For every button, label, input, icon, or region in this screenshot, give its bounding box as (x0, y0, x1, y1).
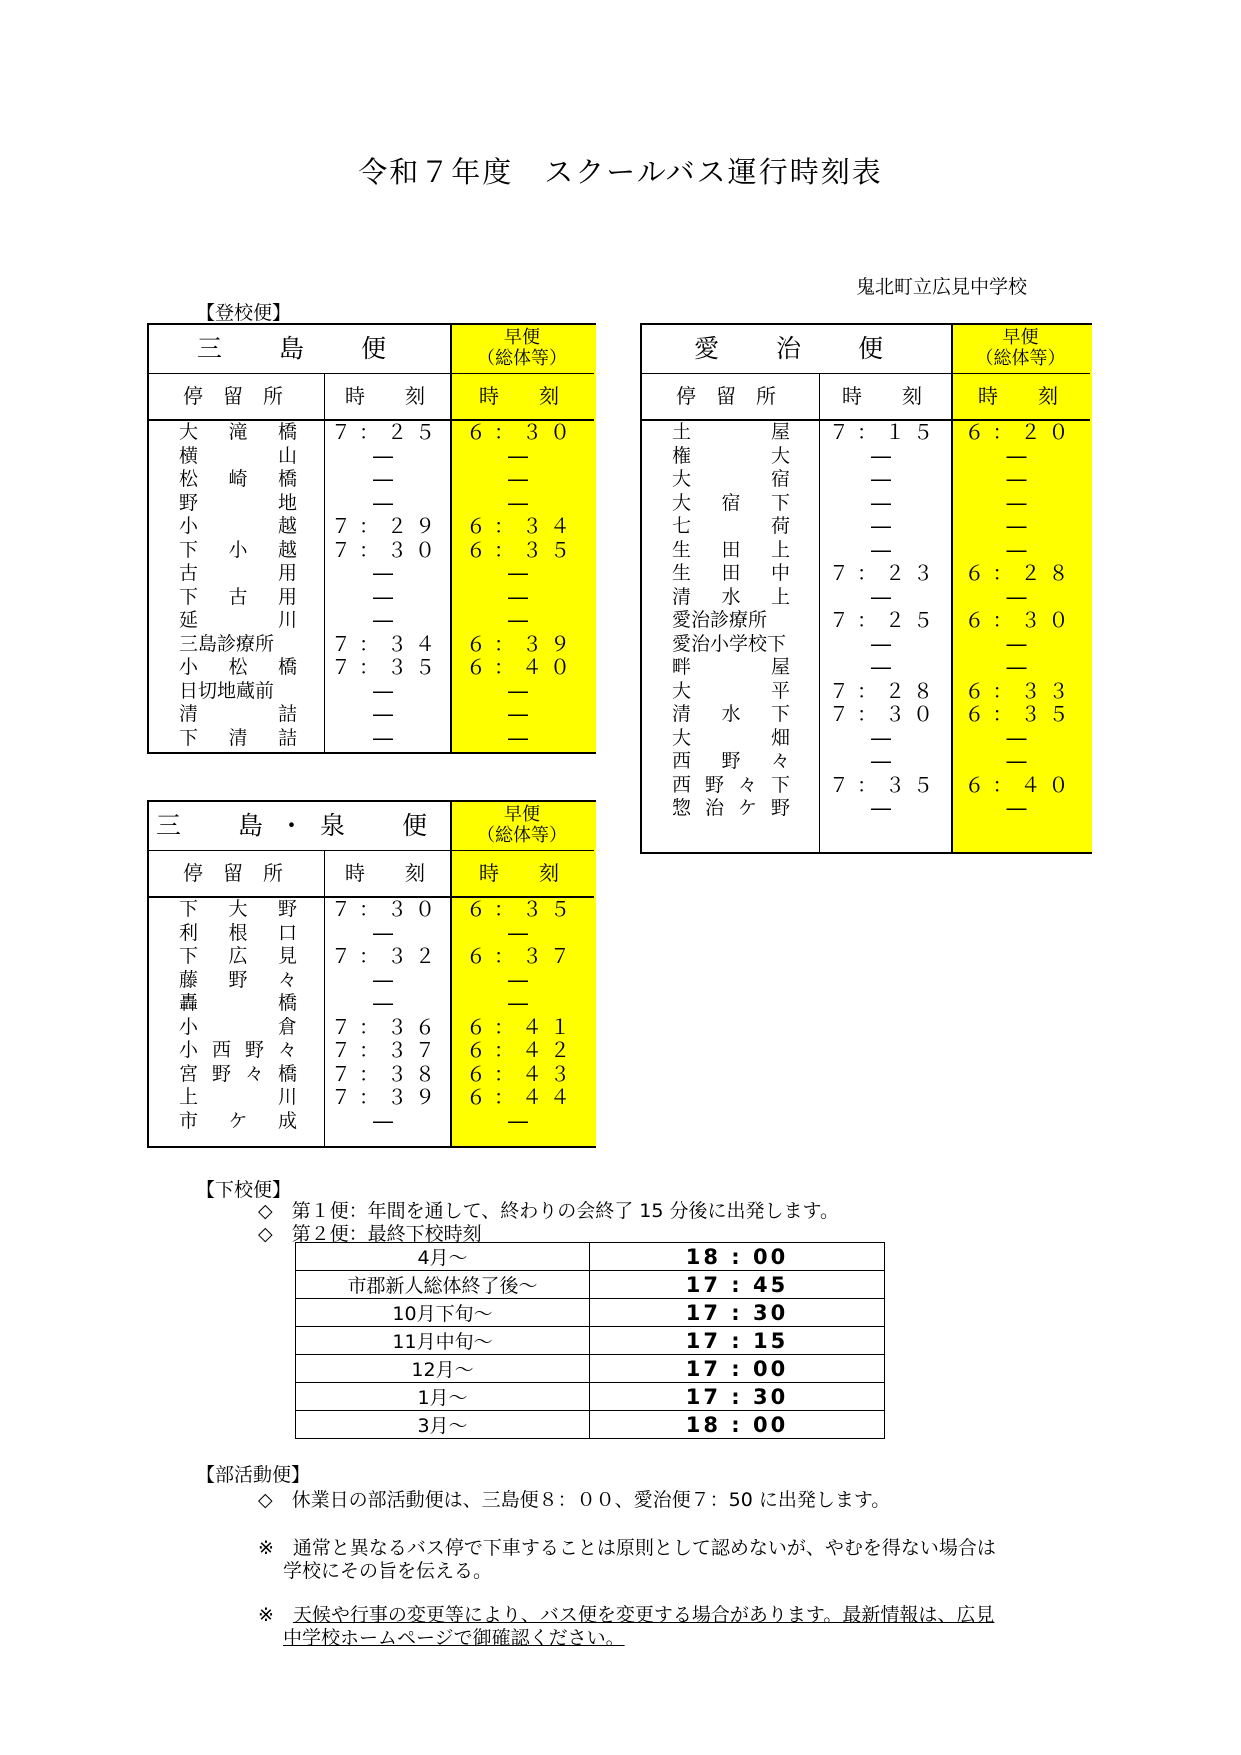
early-departure-time: ― (1006, 749, 1035, 773)
stop-row (149, 656, 594, 680)
departure-time: ― (871, 631, 899, 656)
mishima-izumi-rows (149, 898, 594, 1133)
early-header: 早便 （総体等） (477, 327, 567, 369)
stop-name: 轟 橋 (179, 992, 297, 1014)
bukatsu-line-1: ◇ 休業日の部活動便は、三島便８：００、愛治便７：50 に出発します。 (258, 1489, 891, 1511)
stop-name: 下 小 越 (179, 538, 297, 561)
early-departure-time: ― (508, 584, 536, 609)
early-departure-time: ６：４３ (466, 1061, 578, 1086)
stop-row (149, 562, 594, 586)
departure-time: ７：２５ (829, 608, 941, 632)
departure-row (296, 1355, 885, 1383)
stop-row (642, 633, 1090, 657)
time-cell: 18 : 00 (590, 1411, 885, 1439)
departure-time: ― (871, 749, 899, 773)
departure-time: ７：３２ (331, 944, 443, 968)
stop-name: 清 水 上 (672, 585, 790, 608)
early-departure-time: ― (1006, 443, 1035, 468)
departure-time: ７：３０ (331, 897, 443, 921)
school-name: 鬼北町立広見中学校 (856, 276, 1028, 298)
early-departure-time: ― (508, 725, 536, 750)
gekou-line-2: ◇ 第２便：最終下校時刻 (258, 1223, 482, 1245)
early-departure-time: ― (508, 991, 536, 1015)
route-name: 愛 治 便 (693, 334, 899, 363)
stop-row (149, 680, 594, 704)
time-cell: 17 : 30 (590, 1383, 885, 1411)
stop-row (149, 1016, 594, 1040)
stop-name: 畔 屋 (672, 656, 790, 678)
early-header: 早便 （総体等） (975, 327, 1066, 369)
early-departure-time: ６：３９ (466, 631, 578, 656)
stop-name: 延 川 (179, 609, 297, 631)
early-departure-time: ― (1006, 725, 1035, 750)
early-departure-time: ― (508, 490, 536, 515)
stop-name: 小 倉 (179, 1015, 297, 1038)
departure-time: ７：３０ (331, 537, 443, 562)
departure-time: ― (373, 561, 401, 585)
mishima-rows (149, 421, 594, 750)
departure-time: ― (373, 584, 401, 609)
stop-row (149, 539, 594, 563)
stop-row (149, 515, 594, 539)
early-departure-time: ― (508, 608, 536, 632)
stop-name: 清 詰 (179, 703, 297, 725)
early-departure-time: ― (1006, 631, 1035, 656)
departure-time: ― (871, 514, 899, 538)
stop-name: 七 荷 (672, 515, 790, 537)
stop-name: 市 ケ 成 (179, 1109, 297, 1132)
early-header: 早便 （総体等） (477, 804, 567, 846)
early-departure-time: ６：３０ (466, 420, 578, 444)
stop-name: 西 野 々 下 (672, 773, 790, 796)
departure-time: ― (373, 608, 401, 632)
early-departure-time: ６：４２ (466, 1038, 578, 1062)
stop-row (642, 656, 1090, 680)
departure-time: ― (373, 678, 401, 703)
stop-name: 愛治診療所 (672, 609, 768, 631)
early-departure-time: ― (508, 920, 536, 945)
departure-row (296, 1271, 885, 1299)
early-departure-time: ― (508, 467, 536, 491)
stop-name: 小 松 橋 (179, 656, 297, 678)
departure-time: ７：３５ (331, 655, 443, 679)
departure-time: ― (373, 467, 401, 491)
stop-row (149, 421, 594, 445)
stop-name: 小 越 (179, 515, 297, 537)
departure-row (296, 1327, 885, 1355)
early-departure-time: ― (1006, 796, 1035, 820)
stop-name: 下 清 詰 (179, 726, 297, 749)
period-cell: 1月～ (296, 1383, 590, 1411)
early-departure-time: ６：４１ (466, 1014, 578, 1039)
time-cell: 17 : 30 (590, 1299, 885, 1327)
early-departure-time: ― (1006, 584, 1035, 609)
early-departure-time: ６：４０ (466, 655, 578, 679)
stop-row (642, 703, 1090, 727)
departure-time: ― (871, 467, 899, 491)
stop-name: 宮 野 々 橋 (179, 1062, 297, 1085)
stop-name: 下 大 野 (179, 898, 297, 920)
stop-row (642, 421, 1090, 445)
early-time-column-header: 時 刻 (978, 384, 1058, 408)
stop-name: 大 宿 下 (672, 491, 790, 514)
departure-time: ― (373, 991, 401, 1015)
departure-time: ７：３４ (331, 631, 443, 656)
stop-name: 横 山 (179, 444, 297, 467)
departure-time: ― (373, 490, 401, 515)
mishima-route-table (147, 323, 596, 754)
time-column-header: 時 刻 (345, 384, 425, 408)
aiji-route-table (640, 323, 1092, 854)
stop-row (642, 797, 1090, 821)
stop-name: 下 広 見 (179, 945, 297, 967)
stop-name: 西 野 々 (672, 750, 790, 772)
stop-name: 利 根 口 (179, 921, 297, 944)
early-departure-time: ６：３５ (466, 537, 578, 562)
early-time-column-header: 時 刻 (479, 384, 559, 408)
departure-time: ― (871, 490, 899, 515)
stop-row (642, 774, 1090, 798)
stop-row (642, 680, 1090, 704)
route-name: 三 島・泉 便 (155, 811, 443, 840)
stop-row (642, 562, 1090, 586)
time-cell: 18 : 00 (590, 1243, 885, 1271)
early-departure-time: ― (508, 702, 536, 726)
departure-time: ― (871, 725, 899, 750)
departure-time: ７：２５ (331, 420, 443, 444)
note-2-line-2: 中学校ホームページで御確認ください。 (283, 1627, 625, 1649)
departure-row (296, 1243, 885, 1271)
early-departure-time: ６：３５ (964, 702, 1077, 726)
period-cell: 市郡新人総体終了後～ (296, 1271, 590, 1299)
stop-row (642, 727, 1090, 751)
stop-row (149, 945, 594, 969)
stop-name: 愛治小学校下 (672, 632, 787, 655)
stop-name: 古 用 (179, 562, 297, 584)
stop-row (642, 445, 1090, 469)
stop-name: 野 地 (179, 491, 297, 514)
early-departure-time: ６：３３ (964, 678, 1077, 703)
departure-time: ７：１５ (829, 420, 941, 444)
gekou-line-1: ◇ 第１便：年間を通して、終わりの会終了 15 分後に出発します。 (258, 1200, 839, 1222)
stop-row (642, 492, 1090, 516)
early-departure-time: ― (1006, 655, 1035, 679)
period-cell: 10月下旬～ (296, 1299, 590, 1327)
stop-row (642, 586, 1090, 610)
note-2-line-1: ※ 天候や行事の変更等により、バス便を変更する場合があります。最新情報は、広見 (258, 1604, 995, 1626)
departure-time: ― (373, 702, 401, 726)
section-tokou-label: 【登校便】 (196, 302, 292, 324)
departure-time: ７：２９ (331, 514, 443, 538)
stop-name: 土 屋 (672, 421, 790, 443)
stop-name: 下 古 用 (179, 585, 297, 608)
stop-row (149, 727, 594, 751)
early-departure-time: ― (508, 561, 536, 585)
stop-row (149, 633, 594, 657)
early-departure-time: ― (1006, 537, 1035, 562)
stop-row (149, 609, 594, 633)
stop-row (149, 969, 594, 993)
stop-row (149, 492, 594, 516)
period-cell: 3月～ (296, 1411, 590, 1439)
time-column-header: 時 刻 (842, 384, 922, 408)
departure-row (296, 1299, 885, 1327)
stop-row (642, 750, 1090, 774)
departure-time: ― (871, 443, 899, 468)
stop-name: 大 滝 橋 (179, 421, 297, 443)
stop-row (149, 898, 594, 922)
time-cell: 17 : 00 (590, 1355, 885, 1383)
departure-time: ― (373, 443, 401, 468)
departure-time: ― (373, 920, 401, 945)
note-1-line-2: 学校にその旨を伝える。 (283, 1560, 493, 1582)
stop-name: 惣 治 ケ 野 (672, 797, 790, 819)
early-time-column-header: 時 刻 (479, 861, 559, 885)
stop-name: 大 畑 (672, 726, 790, 749)
departure-time: ― (871, 537, 899, 562)
note-1-line-1: ※ 通常と異なるバス停で下車することは原則として認めないが、やむを得ない場合は (258, 1537, 996, 1559)
stop-row (642, 468, 1090, 492)
stop-name: 生 田 上 (672, 538, 790, 561)
early-departure-time: ― (508, 678, 536, 703)
period-cell: 12月～ (296, 1355, 590, 1383)
departure-time: ― (373, 1108, 401, 1133)
stop-name: 清 水 下 (672, 703, 790, 725)
departure-time: ７：３６ (331, 1014, 443, 1039)
stop-column-header: 停 留 所 (183, 861, 283, 885)
departure-time-table (295, 1242, 885, 1439)
stop-row (149, 1063, 594, 1087)
early-departure-time: ６：３７ (466, 944, 578, 968)
early-departure-time: ６：２０ (964, 420, 1077, 444)
early-departure-time: ― (1006, 467, 1035, 491)
departure-row (296, 1411, 885, 1439)
early-departure-time: ― (508, 1108, 536, 1133)
stop-row (149, 586, 594, 610)
stop-name: 松 崎 橋 (179, 468, 297, 490)
departure-time: ― (871, 584, 899, 609)
departure-time: ― (373, 967, 401, 992)
period-cell: 11月中旬～ (296, 1327, 590, 1355)
early-departure-time: ６：４４ (466, 1085, 578, 1109)
departure-time: ― (871, 655, 899, 679)
stop-name: 生 田 中 (672, 562, 790, 584)
stop-name: 三島診療所 (179, 632, 275, 655)
section-gekou-label: 【下校便】 (196, 1179, 292, 1201)
stop-name: 日切地蔵前 (179, 679, 275, 702)
stop-row (149, 1086, 594, 1110)
stop-name: 小 西 野 々 (179, 1039, 297, 1061)
stop-name: 大 宿 (672, 468, 790, 490)
departure-time: ７：２３ (829, 561, 941, 585)
time-cell: 17 : 15 (590, 1327, 885, 1355)
departure-time: ７：３９ (331, 1085, 443, 1109)
stop-row (642, 539, 1090, 563)
departure-time: ― (871, 796, 899, 820)
early-departure-time: ― (508, 967, 536, 992)
departure-time: ７：３７ (331, 1038, 443, 1062)
page-title: 令和７年度 スクールバス運行時刻表 (358, 155, 883, 189)
stop-column-header: 停 留 所 (676, 384, 776, 408)
aiji-rows (642, 421, 1090, 821)
early-departure-time: ６：３４ (466, 514, 578, 538)
route-name: 三 島 便 (196, 334, 402, 363)
early-departure-time: ６：４０ (964, 772, 1077, 797)
departure-time: ７：３０ (829, 702, 941, 726)
stop-column-header: 停 留 所 (183, 384, 283, 408)
departure-time: ７：２８ (829, 678, 941, 703)
stop-row (149, 445, 594, 469)
early-departure-time: ― (508, 443, 536, 468)
early-departure-time: ６：３０ (964, 608, 1077, 632)
stop-row (149, 468, 594, 492)
stop-name: 権 大 (672, 444, 790, 467)
early-departure-time: ６：２８ (964, 561, 1077, 585)
stop-row (149, 1039, 594, 1063)
stop-row (149, 703, 594, 727)
stop-row (642, 609, 1090, 633)
early-departure-time: ６：３５ (466, 897, 578, 921)
stop-name: 大 平 (672, 679, 790, 702)
section-bukatsu-label: 【部活動便】 (196, 1464, 311, 1486)
departure-row (296, 1383, 885, 1411)
stop-row (642, 515, 1090, 539)
time-column-header: 時 刻 (345, 861, 425, 885)
stop-name: 上 川 (179, 1086, 297, 1108)
time-cell: 17 : 45 (590, 1271, 885, 1299)
departure-time: ７：３５ (829, 772, 941, 797)
early-departure-time: ― (1006, 490, 1035, 515)
stop-row (149, 922, 594, 946)
departure-time: ７：３８ (331, 1061, 443, 1086)
stop-name: 藤 野 々 (179, 968, 297, 991)
mishima-izumi-route-table (147, 800, 596, 1148)
period-cell: 4月～ (296, 1243, 590, 1271)
stop-row (149, 992, 594, 1016)
early-departure-time: ― (1006, 514, 1035, 538)
stop-row (149, 1110, 594, 1134)
departure-time: ― (373, 725, 401, 750)
